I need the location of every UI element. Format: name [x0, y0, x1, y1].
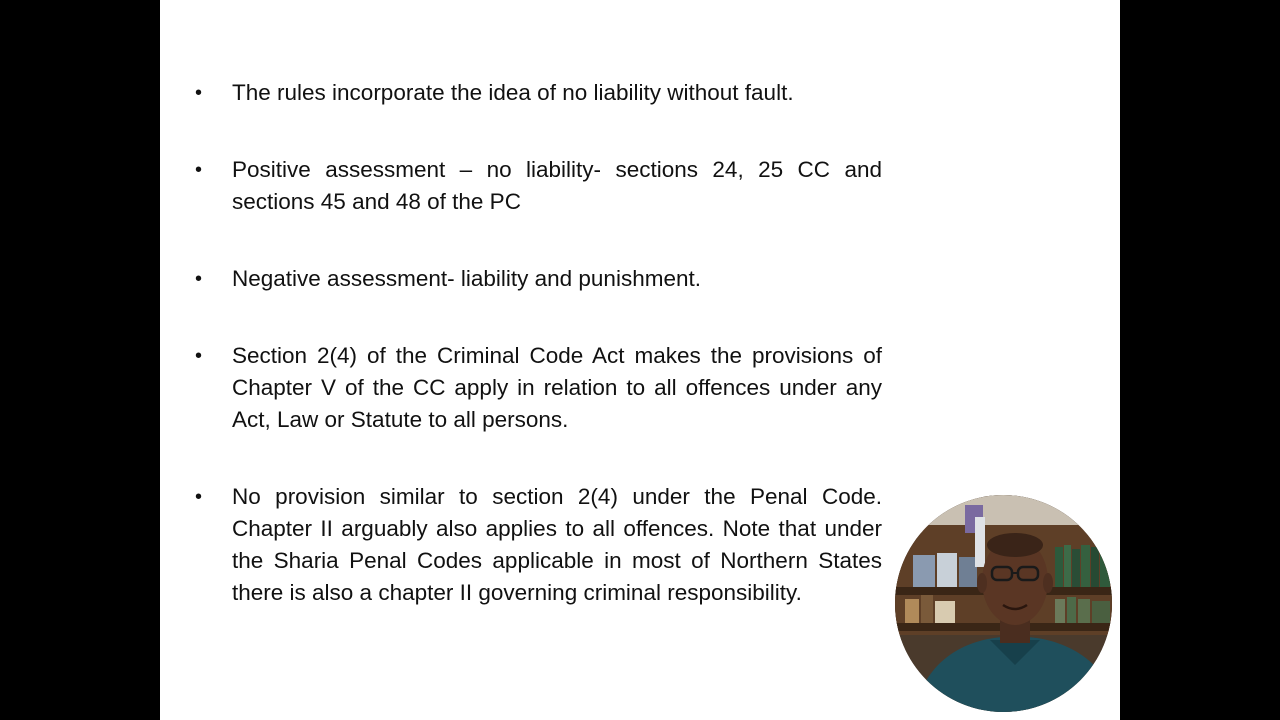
bullet-item [192, 154, 882, 218]
bullet-icon: • [195, 345, 203, 367]
bullet-text: The rules incorporate the idea of no liability without fault. [232, 80, 794, 105]
bullet-icon: • [195, 268, 203, 290]
bullet-item [192, 340, 882, 436]
bullet-item [192, 263, 882, 295]
presenter-webcam [895, 495, 1112, 712]
bullet-item [192, 481, 882, 609]
bullet-text: No provision similar to section 2(4) under the Penal Code. Chapter II arguably also applies to all offences. Note that under the Sharia Penal Codes applicable in most of Northern States there is also a chapter II governing criminal responsibility. [232, 484, 882, 605]
bullet-icon: • [195, 486, 203, 508]
bullet-text: Positive assessment – no liability- sections 24, 25 CC and sections 45 and 48 of the PC [232, 157, 882, 214]
bullet-text: Section 2(4) of the Criminal Code Act makes the provisions of Chapter V of the CC apply in relation to all offences under any Act, Law or Statute to all persons. [232, 343, 882, 432]
bullet-list [192, 77, 882, 609]
bullet-icon: • [195, 82, 203, 104]
bullet-item [192, 77, 882, 109]
bullet-icon: • [195, 159, 203, 181]
presenter-image [895, 495, 1112, 712]
bullet-text: Negative assessment- liability and punishment. [232, 266, 701, 291]
